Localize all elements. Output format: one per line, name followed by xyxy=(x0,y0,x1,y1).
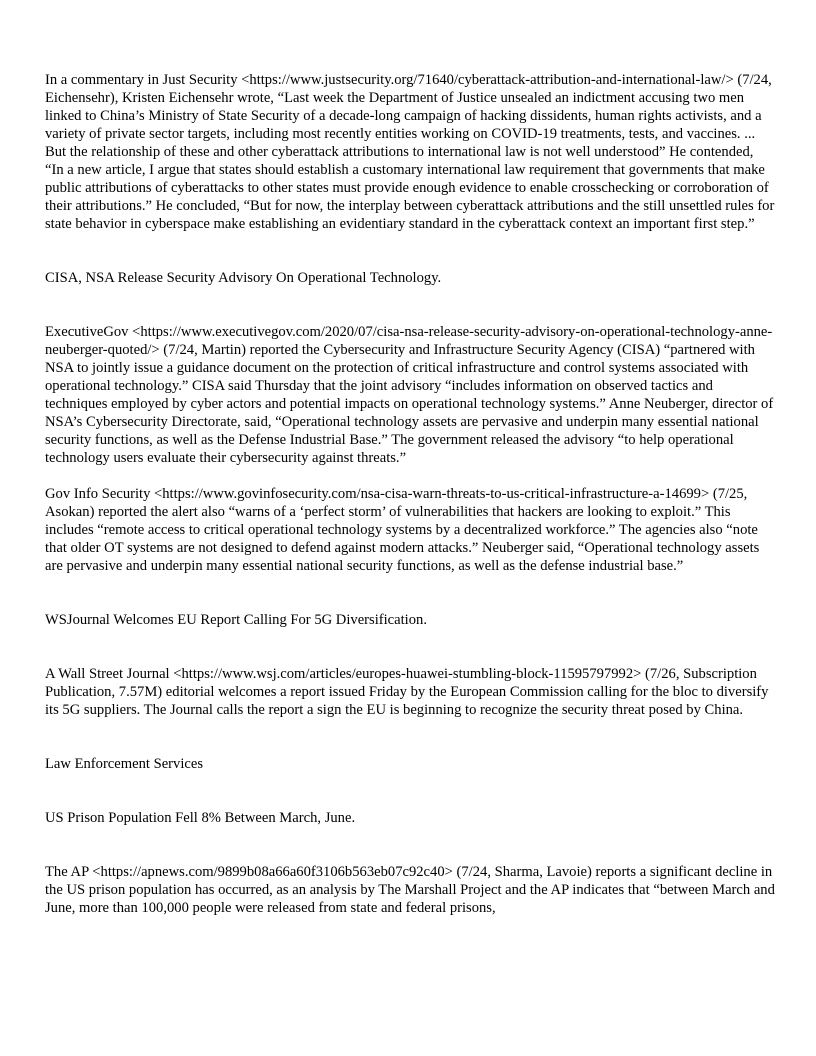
section-title-law-enforcement: Law Enforcement Services xyxy=(45,756,204,772)
wsj-headline: WSJournal Welcomes EU Report Calling For 5G Diversification. xyxy=(45,612,427,628)
govinfosecurity-paragraph: Gov Info Security <https://www.govinfosecurity.com/nsa-cisa-warn-threats-to-us-critical-infrastructure-a-14699> (7/25, Asokan) reported the alert also “warns of a ‘perfect storm’ of vulnerabilities that hackers are looking to exploit.” This includes “remote access to critical operational technology systems by a decentralized workforce.” The agencies also “note that older OT systems are not designed to defend against modern attacks.” Neuberger said, “Operational technology assets are pervasive and underpin many essential national security functions, as well as the defense industrial base.” xyxy=(45,486,760,574)
commentary-paragraph: In a commentary in Just Security <https://www.justsecurity.org/71640/cyberattack-attribution-and-international-law/> (7/24, Eichensehr), Kristen Eichensehr wrote, “Last week the Department of Justice unsealed an indictment accusing two men linked to China’s Ministry of State Security of a decade-long campaign of hacking dissidents, human rights activists, and a variety of private sector targets, including most recently entities working on COVID-19 treatments, tests, and vaccines. ... But the relationship of these and other cyberattack attributions to international law is not well understood” He contended, “In a new article, I argue that states should establish a customary international law requirement that governments that make public attributions of cyberattacks to other states must provide enough evidence to enable crosschecking or corroboration of their attributions.” He concluded, “But for now, the interplay between cyberattack attributions and the still unsettled rules for state behavior in cyberspace make establishing an evidentiary standard in the cyberattack context an important first step.” xyxy=(45,72,775,232)
wsj-paragraph: A Wall Street Journal <https://www.wsj.com/articles/europes-huawei-stumbling-block-11595797992> (7/26, Subscription Publication, 7.57M) editorial welcomes a report issued Friday by the European Commission calling for the bloc to diversify its 5G suppliers. The Journal calls the report a sign the EU is beginning to recognize the security threat posed by China. xyxy=(45,666,769,718)
prison-population-headline: US Prison Population Fell 8% Between March, June. xyxy=(45,810,356,826)
cisa-nsa-headline: CISA, NSA Release Security Advisory On Operational Technology. xyxy=(45,270,442,286)
executivegov-paragraph: ExecutiveGov <https://www.executivegov.com/2020/07/cisa-nsa-release-security-advisory-on-operational-technology-anne-neuberger-quoted/> (7/24, Martin) reported the Cybersecurity and Infrastructure Security Agency (CISA) “partnered with NSA to jointly issue a guidance document on the protection of critical infrastructure and control systems associated with operational technology.” CISA said Thursday that the joint advisory “includes information on observed tactics and techniques employed by cyber actors and potential impacts on operational technology systems.” Anne Neuberger, director of NSA’s Cybersecurity Directorate, said, “Operational technology assets are pervasive and underpin many essential national security functions, as well as the Defense Industrial Base.” The government released the advisory “to help operational technology users evaluate their cybersecurity against threats.” xyxy=(45,324,774,466)
document-page xyxy=(45,71,775,917)
ap-paragraph: The AP <https://apnews.com/9899b08a66a60f3106b563eb07c92c40> (7/24, Sharma, Lavoie) reports a significant decline in the US prison population has occurred, as an analysis by The Marshall Project and the AP indicates that “between March and June, more than 100,000 people were released from state and federal prisons, xyxy=(45,864,775,916)
